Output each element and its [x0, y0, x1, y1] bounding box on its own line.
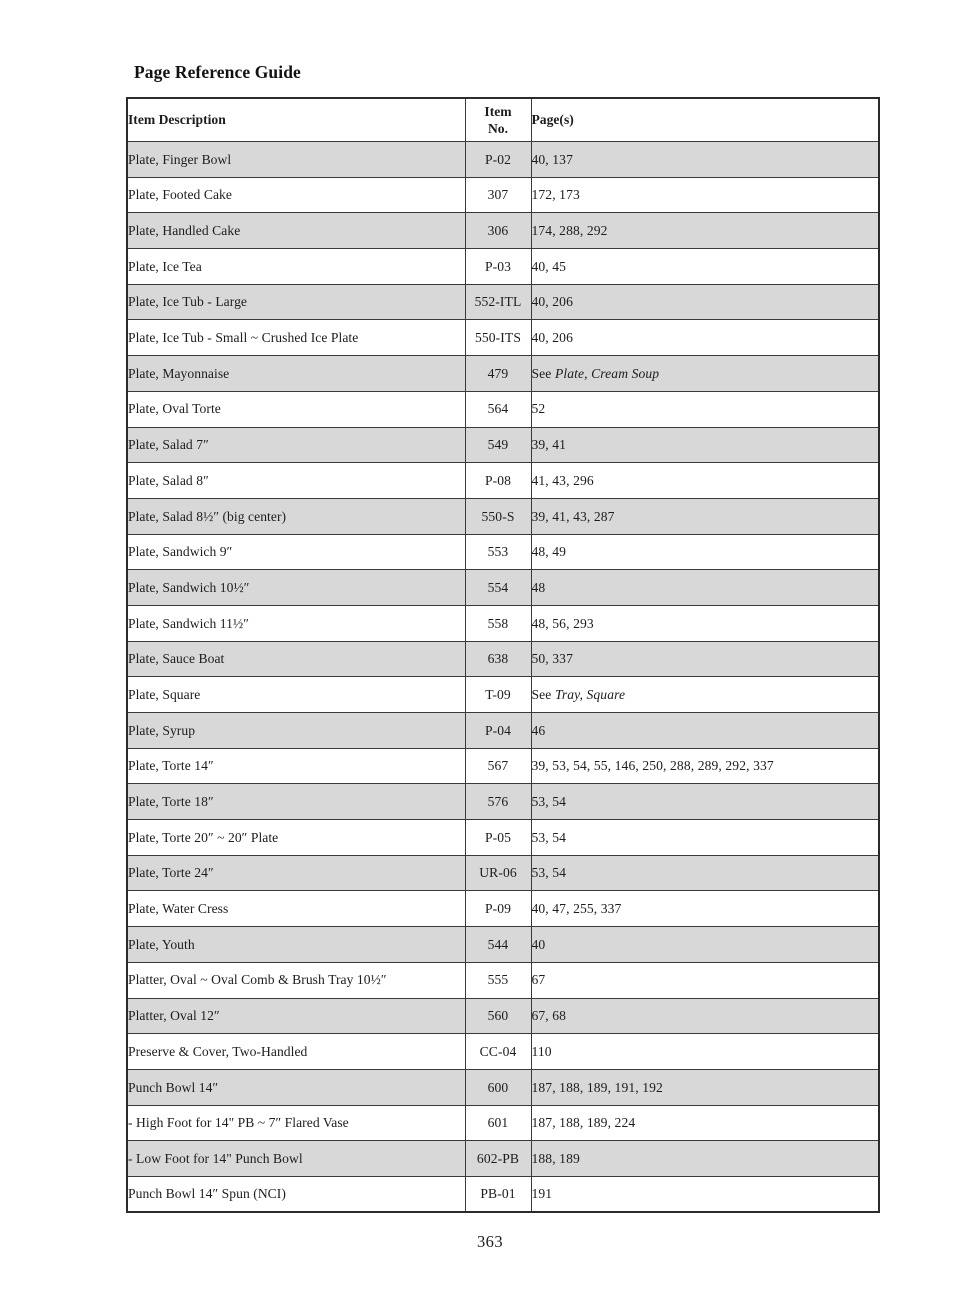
cell-item-description: Plate, Torte 24″	[127, 855, 465, 891]
table-row	[127, 427, 879, 463]
cell-pages: 41, 43, 296	[531, 463, 879, 499]
cell-pages: 50, 337	[531, 641, 879, 677]
cell-pages: 40, 206	[531, 320, 879, 356]
table-row	[127, 820, 879, 856]
table-row	[127, 534, 879, 570]
cell-item-description: Preserve & Cover, Two-Handled	[127, 1034, 465, 1070]
see-label: See	[531, 686, 552, 702]
cell-item-description: Plate, Mayonnaise	[127, 356, 465, 392]
cell-pages: 40, 47, 255, 337	[531, 891, 879, 927]
cell-item-description: Punch Bowl 14″ Spun (NCI)	[127, 1176, 465, 1212]
table-row	[127, 748, 879, 784]
cell-item-no: CC-04	[465, 1034, 531, 1070]
cell-item-description: Punch Bowl 14″	[127, 1069, 465, 1105]
cell-item-no: 638	[465, 641, 531, 677]
cell-item-no: 550-ITS	[465, 320, 531, 356]
cell-item-description: Plate, Sandwich 11½″	[127, 605, 465, 641]
cell-item-description: Plate, Youth	[127, 927, 465, 963]
cell-pages: 48	[531, 570, 879, 606]
cell-pages: 52	[531, 391, 879, 427]
cell-item-description: Plate, Sandwich 10½″	[127, 570, 465, 606]
cell-item-description: Plate, Ice Tub - Small ~ Crushed Ice Plate	[127, 320, 465, 356]
cell-item-no: P-08	[465, 463, 531, 499]
table-row	[127, 1141, 879, 1177]
cell-pages: 40, 137	[531, 142, 879, 178]
table-row	[127, 605, 879, 641]
column-header-item-no-line1: Item	[484, 103, 512, 119]
table-row	[127, 855, 879, 891]
cell-item-no: 550-S	[465, 498, 531, 534]
column-header-item-no-line2: No.	[487, 121, 508, 136]
cross-reference-target: Tray, Square	[554, 686, 626, 702]
cell-item-no: 306	[465, 213, 531, 249]
cell-item-description: Plate, Torte 14″	[127, 748, 465, 784]
cell-pages: 187, 188, 189, 224	[531, 1105, 879, 1141]
table-row	[127, 1105, 879, 1141]
table-row	[127, 498, 879, 534]
cell-pages: 39, 41	[531, 427, 879, 463]
cell-item-description: Platter, Oval ~ Oval Comb & Brush Tray 10½″	[127, 962, 465, 998]
column-header-item-description: Item Description	[127, 98, 465, 142]
cell-item-description: Platter, Oval 12″	[127, 998, 465, 1034]
cell-item-no: P-03	[465, 249, 531, 285]
cell-item-description: Plate, Water Cress	[127, 891, 465, 927]
table-row	[127, 891, 879, 927]
table-body	[127, 142, 879, 1213]
table-row	[127, 356, 879, 392]
table-row	[127, 713, 879, 749]
table-row	[127, 391, 879, 427]
table-row	[127, 677, 879, 713]
cross-reference-target: Plate, Cream Soup	[554, 365, 660, 381]
cell-pages: 48, 56, 293	[531, 605, 879, 641]
cell-item-no: 555	[465, 962, 531, 998]
cell-pages: 40	[531, 927, 879, 963]
cell-item-no: 553	[465, 534, 531, 570]
cell-item-description: Plate, Ice Tea	[127, 249, 465, 285]
cell-item-no: P-02	[465, 142, 531, 178]
table-row	[127, 213, 879, 249]
cell-pages: 187, 188, 189, 191, 192	[531, 1069, 879, 1105]
table-row	[127, 927, 879, 963]
cell-item-no: P-04	[465, 713, 531, 749]
cell-pages: 39, 41, 43, 287	[531, 498, 879, 534]
cell-pages: 110	[531, 1034, 879, 1070]
table-row	[127, 998, 879, 1034]
cell-item-no: 576	[465, 784, 531, 820]
cell-item-description: - Low Foot for 14" Punch Bowl	[127, 1141, 465, 1177]
cell-item-no: 544	[465, 927, 531, 963]
table-row	[127, 784, 879, 820]
cell-pages: 48, 49	[531, 534, 879, 570]
cell-item-no: 567	[465, 748, 531, 784]
cell-pages: 67	[531, 962, 879, 998]
cell-item-description: Plate, Oval Torte	[127, 391, 465, 427]
table-row	[127, 1176, 879, 1212]
cell-item-description: Plate, Torte 18″	[127, 784, 465, 820]
cell-item-description: Plate, Syrup	[127, 713, 465, 749]
cell-pages: 172, 173	[531, 177, 879, 213]
see-label: See	[531, 365, 552, 381]
cell-item-description: - High Foot for 14" PB ~ 7″ Flared Vase	[127, 1105, 465, 1141]
cell-cross-reference	[531, 677, 879, 713]
table-row	[127, 570, 879, 606]
cell-item-no: 602-PB	[465, 1141, 531, 1177]
table-row	[127, 177, 879, 213]
cell-pages: 53, 54	[531, 820, 879, 856]
cell-item-no: 479	[465, 356, 531, 392]
page-reference-table	[126, 97, 880, 1213]
cell-item-no: P-09	[465, 891, 531, 927]
cell-pages: 191	[531, 1176, 879, 1212]
cell-item-description: Plate, Ice Tub - Large	[127, 284, 465, 320]
table-row	[127, 1034, 879, 1070]
cell-item-description: Plate, Sandwich 9″	[127, 534, 465, 570]
cell-item-no: 552-ITL	[465, 284, 531, 320]
cell-item-description: Plate, Square	[127, 677, 465, 713]
table-row	[127, 962, 879, 998]
table-row	[127, 463, 879, 499]
cell-item-no: 600	[465, 1069, 531, 1105]
cell-item-description: Plate, Salad 8½″ (big center)	[127, 498, 465, 534]
cell-pages: 39, 53, 54, 55, 146, 250, 288, 289, 292, 337	[531, 748, 879, 784]
cell-item-description: Plate, Salad 8″	[127, 463, 465, 499]
cell-item-no: P-05	[465, 820, 531, 856]
table-row	[127, 1069, 879, 1105]
cell-item-no: T-09	[465, 677, 531, 713]
cell-cross-reference	[531, 356, 879, 392]
column-header-item-no	[465, 98, 531, 142]
cell-item-no: 307	[465, 177, 531, 213]
column-header-pages: Page(s)	[531, 98, 879, 142]
cell-item-no: UR-06	[465, 855, 531, 891]
table-row	[127, 641, 879, 677]
page-title: Page Reference Guide	[134, 62, 301, 82]
cell-item-no: PB-01	[465, 1176, 531, 1212]
cell-item-no: 564	[465, 391, 531, 427]
cell-item-description: Plate, Finger Bowl	[127, 142, 465, 178]
table-row	[127, 284, 879, 320]
page-number: 363	[477, 1232, 503, 1251]
table-row	[127, 249, 879, 285]
cell-item-description: Plate, Torte 20″ ~ 20″ Plate	[127, 820, 465, 856]
cell-item-description: Plate, Sauce Boat	[127, 641, 465, 677]
cell-pages: 53, 54	[531, 855, 879, 891]
table-row	[127, 142, 879, 178]
cell-pages: 188, 189	[531, 1141, 879, 1177]
cell-item-no: 558	[465, 605, 531, 641]
cell-pages: 53, 54	[531, 784, 879, 820]
cell-pages: 67, 68	[531, 998, 879, 1034]
cell-pages: 40, 45	[531, 249, 879, 285]
cell-pages: 46	[531, 713, 879, 749]
table-row	[127, 320, 879, 356]
cell-item-description: Plate, Footed Cake	[127, 177, 465, 213]
cell-item-no: 549	[465, 427, 531, 463]
cell-pages: 40, 206	[531, 284, 879, 320]
cell-item-no: 560	[465, 998, 531, 1034]
table-header	[127, 98, 879, 142]
cell-pages: 174, 288, 292	[531, 213, 879, 249]
cell-item-description: Plate, Salad 7″	[127, 427, 465, 463]
cell-item-no: 554	[465, 570, 531, 606]
cell-item-description: Plate, Handled Cake	[127, 213, 465, 249]
cell-item-no: 601	[465, 1105, 531, 1141]
table-header-row	[127, 98, 879, 142]
